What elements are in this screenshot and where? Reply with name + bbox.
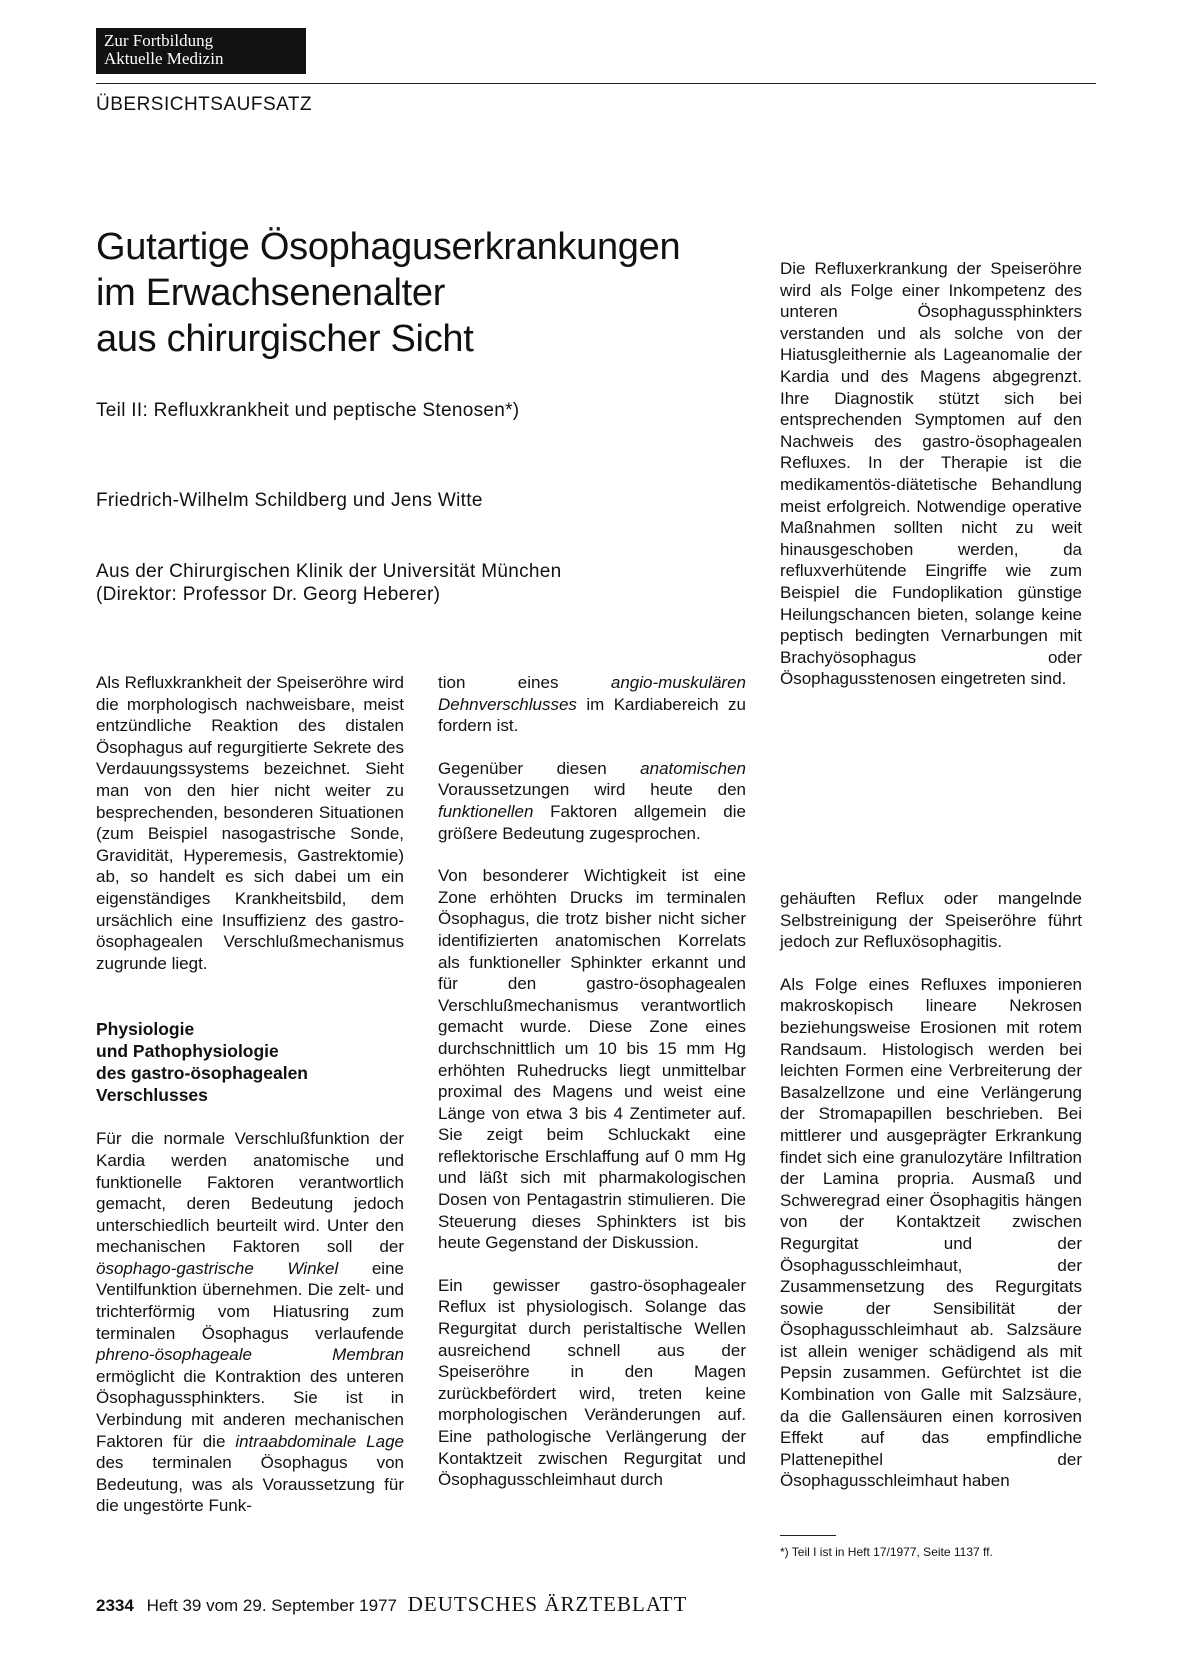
- emphasis: funktionellen: [438, 801, 534, 821]
- abstract-text: Die Refluxerkrankung der Speiseröhre wird als Folge einer Inkompetenz des unteren Ösophagussphinkters verstanden und als solche von der Hiatusgleithernie als Lageanomalie der Kardia und des Magens abgegrenzt. Ihre Diagnostik stützt sich bei entsprechenden Symptomen auf den Nachweis des gastro-ösophagealen Refluxes. In der Therapie ist die medikamentös-diätetische Behandlung meist erfolgreich. Notwendige operative Maßnahmen sollten nicht zu weit hinausgeschoben werden, da refluxverhütende Eingriffe wie zum Beispiel die Fundoplikation günstige Heilungschancen bieten, solange keine peptisch bedingten Vernarbungen mit Brachyösophagus oder Ösophagusstenosen eingetreten sind.: [780, 259, 1082, 689]
- text-run: eine Ventilfunktion übernehmen. Die zelt- und trichterförmig vom Hiatusring zum terminalen Ösophagus verlaufende: [96, 1258, 404, 1343]
- paragraph: [438, 672, 746, 737]
- affiliation-line-1: Aus der Chirurgischen Klinik der Universität München: [96, 561, 562, 582]
- affiliation: [96, 560, 561, 606]
- paragraph: Als Refluxkrankheit der Speiseröhre wird die morphologisch nachweisbare, meist entzündliche Reaktion des distalen Ösophagus auf regurgitierte Sekrete des Verdauungssystems bezeichnet. Sieht man von den hier nicht weiter zu besprechenden, besonderen Situationen (zum Beispiel nasogastrische Sonde, Gravidität, Hyperemesis, Gastrektomie) ab, so handelt es sich dabei um ein eigenständiges Krankheitsbild, dem ursächlich eine Insuffizienz des gastro-ösophagealen Verschlußmechanismus zugrunde liegt.: [96, 673, 404, 973]
- footnote-rule: [780, 1535, 836, 1536]
- section-label: ÜBERSICHTSAUFSATZ: [96, 94, 313, 115]
- text-run: Gegenüber diesen: [438, 758, 641, 778]
- text-run: des terminalen Ösophagus von Bedeutung, was als Voraussetzung für die ungestörte Funk-: [96, 1453, 404, 1516]
- paragraph: [438, 758, 746, 844]
- column-3: [780, 888, 1082, 1492]
- paragraph: Als Folge eines Refluxes imponieren makroskopisch lineare Nekrosen beziehungsweise Erosionen mit rotem Randsaum. Histologisch werden bei leichten Formen eine Verbreiterung der Basalzellzone und eine Verlängerung der Stromapapillen beschrieben. Bei mittlerer und ausgeprägter Erkrankung findet sich eine granulozytäre Infiltration der Lamina propria. Ausmaß und Schweregrad einer Ösophagitis hängen von der Kontaktzeit zwischen Regurgitat und der Ösophagusschleimhaut, der Zusammensetzung des Regurgitats sowie der Sensibilität der Ösophagusschleimhaut ab. Salzsäure ist allein weniger schädigend als mit Pepsin zusammen. Gefürchtet ist die Kombination von Galle mit Salzsäure, da die Gallensäuren einen korrosiven Effekt auf das empfindliche Plattenepithel der Ösophagusschleimhaut haben: [780, 974, 1082, 1491]
- column-1: [96, 672, 404, 1517]
- text-run: im Kardiabereich zu fordern ist.: [438, 694, 746, 736]
- text-run: tion eines: [438, 673, 611, 692]
- emphasis: anatomischen: [640, 758, 746, 778]
- emphasis: angio-muskulären Dehnverschlusses: [438, 673, 746, 714]
- emphasis: ösophago-gastrische Winkel: [96, 1258, 339, 1278]
- text-run: Voraussetzungen wird heute den: [438, 780, 746, 800]
- title-line-1: Gutartige Ösophaguserkrankungen: [96, 226, 681, 268]
- header-rule: [96, 83, 1096, 84]
- text-run: Faktoren allgemein die größere Bedeutung zugesprochen.: [438, 801, 746, 843]
- heading-line-4: Verschlusses: [96, 1085, 208, 1106]
- text-run: ermöglicht die Kontraktion des unteren Ösophagussphinkters. Sie ist in Verbindung mit anderen mechanischen Faktoren für die: [96, 1366, 404, 1451]
- column-2: [438, 672, 746, 1491]
- page-footer: [96, 1592, 687, 1617]
- article-subtitle: Teil II: Refluxkrankheit und peptische Stenosen*): [96, 400, 520, 421]
- emphasis: intraabdominale Lage: [235, 1431, 404, 1451]
- badge-line-1: Zur Fortbildung: [104, 31, 214, 50]
- text-run: Für die normale Verschlußfunktion der Kardia werden anatomische und funktionelle Faktoren verantwortlich gemacht, deren Bedeutung jedoch unterschiedlich beurteilt wird. Unter den mechanischen Faktoren soll der: [96, 1129, 404, 1257]
- emphasis: phreno-ösophageale Membran: [96, 1345, 404, 1365]
- paragraph: [96, 1128, 404, 1517]
- abstract: [780, 258, 1082, 690]
- article-title: [96, 224, 776, 362]
- journal-name: DEUTSCHES ÄRZTEBLATT: [407, 1592, 688, 1616]
- authors: Friedrich-Wilhelm Schildberg und Jens Witte: [96, 490, 483, 511]
- heading-line-1: Physiologie: [96, 1019, 195, 1040]
- badge-line-2: Aktuelle Medizin: [104, 49, 224, 68]
- section-badge: [96, 28, 306, 74]
- heading-line-3: des gastro-ösophagealen: [96, 1063, 308, 1084]
- footnote: *) Teil I ist in Heft 17/1977, Seite 1137 ff.: [780, 1545, 993, 1559]
- issue-info: Heft 39 vom 29. September 1977: [146, 1596, 397, 1615]
- affiliation-line-2: (Direktor: Professor Dr. Georg Heberer): [96, 584, 441, 605]
- title-line-3: aus chirurgischer Sicht: [96, 318, 474, 360]
- page-number: 2334: [96, 1596, 134, 1615]
- paragraph: gehäuften Reflux oder mangelnde Selbstreinigung der Speiseröhre führt jedoch zur Refluxösophagitis.: [780, 889, 1082, 952]
- paragraph: Ein gewisser gastro-ösophagealer Reflux ist physiologisch. Solange das Regurgitat durch peristaltische Wellen ausreichend schnell aus der Speiseröhre in den Magen zurückbefördert wird, treten keine morphologischen Veränderungen auf. Eine pathologische Verlängerung der Kontaktzeit zwischen Regurgitat und Ösophagusschleimhaut durch: [438, 1275, 746, 1490]
- paragraph: Von besonderer Wichtigkeit ist eine Zone erhöhten Drucks im terminalen Ösophagus, die trotz bisher nicht sicher identifizierten anatomischen Korrelats als funktioneller Sphinkter erkannt und für den gastro-ösophagealen Verschlußmechanismus verantwortlich gemacht wurde. Diese Zone eines durchschnittlich um 10 bis 15 mm Hg erhöhten Ruhedrucks liegt unmittelbar proximal des Magens und weist eine Länge von etwa 3 bis 4 Zentimeter auf. Sie zeigt beim Schluckakt eine reflektorische Erschlaffung auf 0 mm Hg und läßt sich mit pharmakologischen Dosen von Pentagastrin stimulieren. Die Steuerung dieses Sphinkters ist bis heute Gegenstand der Diskussion.: [438, 866, 746, 1253]
- title-line-2: im Erwachsenenalter: [96, 272, 446, 314]
- heading-line-2: und Pathophysiologie: [96, 1041, 279, 1062]
- section-heading: [96, 1018, 404, 1106]
